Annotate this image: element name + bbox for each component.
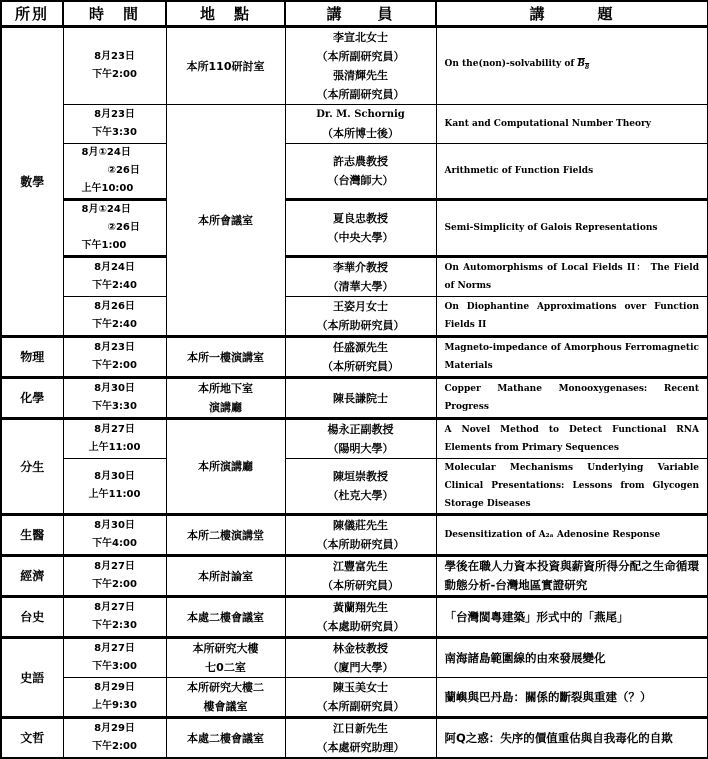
table-row [1,297,708,337]
time-cell [63,200,166,257]
location-cell [166,378,285,419]
location-cell: 本所會議室 [166,105,285,337]
speaker-cell [285,144,436,200]
table-row [1,638,708,678]
location-cell: 本所討論室 [166,556,285,597]
speaker-affiliation: （本所助研究員） [316,319,405,332]
time-cell [63,105,166,144]
speaker-name: 陳玉美女士 [333,681,388,694]
date-text: 8月27日 [94,602,135,613]
time-cell [63,718,166,759]
topic-cell: 南海諸島範圍線的由來發展變化 [436,638,708,678]
table-row [1,459,708,515]
math-symbol: $B_8$ [577,59,590,71]
speaker-name: Dr. M. Schornig [316,109,405,120]
time-text: 下午3:30 [92,401,137,412]
table-row [1,378,708,419]
time-cell [63,419,166,459]
table-row [1,337,708,378]
location-line: 本所地下室 [198,382,253,395]
time-text: 下午2:00 [92,579,137,590]
table-row [1,678,708,718]
speaker-cell [285,718,436,759]
time-text: 下午2:00 [92,360,137,371]
date-text: 8月27日 [94,643,135,654]
table-row [1,200,708,257]
speaker-name: 李宣北女士 [333,31,388,44]
location-cell: 本處二樓會議室 [166,718,285,759]
time-cell [63,638,166,678]
table-row [1,718,708,759]
date-text: 8月29日 [94,682,135,693]
date-text: 8月23日 [94,51,135,62]
time-text: 上午11:00 [88,489,141,500]
dept-cell: 物理 [1,337,63,378]
date-text: 8月23日 [94,342,135,353]
location-cell: 本所演講廳 [166,419,285,515]
speaker-cell [285,556,436,597]
speaker-cell [285,597,436,638]
location-line: 本所研究大樓二 [187,681,264,694]
header-row [1,1,708,27]
date-text: 8月23日 [94,109,135,120]
speaker-name: 楊永正副教授 [327,423,394,436]
location-line: 演講廳 [209,401,242,414]
speaker-name: 李華介教授 [333,261,388,274]
speaker-name: 陳儀莊先生 [333,519,388,532]
time-text: 下午2:30 [92,620,137,631]
speaker-cell [285,105,436,144]
time-cell [63,515,166,556]
time-cell [63,378,166,419]
time-text: 下午2:00 [92,741,137,752]
location-cell [166,678,285,718]
speaker-cell [285,378,436,419]
speaker-name: 林金枝教授 [333,642,388,655]
speaker-affiliation: （清華大學） [327,280,394,293]
topic-cell: Kant and Computational Number Theory [436,105,708,144]
date-text: 8月27日 [94,424,135,435]
speaker-affiliation: （本所研究員） [322,360,399,373]
header-speaker: 講 員 [285,1,436,27]
speaker-name: 黃蘭翔先生 [333,601,388,614]
dept-cell: 文哲 [1,718,63,759]
time-text: 下午3:00 [92,661,137,672]
table-row [1,556,708,597]
speaker-cell [285,459,436,515]
date-text: 8月30日 [94,471,135,482]
table-row [1,27,708,105]
speaker-cell [285,678,436,718]
table-row [1,144,708,200]
header-dept: 所別 [1,1,63,27]
time-text: 下午2:40 [92,280,137,291]
speaker-name: 江日新先生 [333,722,388,735]
location-cell [166,638,285,678]
speaker-cell [285,200,436,257]
speaker-affiliation: （本所副研究員） [316,50,405,63]
topic-cell: 學後在職人力資本投資與薪資所得分配之生命循環動態分析-台灣地區實證研究 [436,556,708,597]
location-cell: 本所一樓演講室 [166,337,285,378]
time-text: 下午2:00 [92,69,137,80]
speaker-affiliation: （本處助研究員） [316,620,405,633]
speaker-cell [285,257,436,297]
date-text: 8月29日 [94,723,135,734]
header-topic: 講 題 [436,1,708,27]
topic-cell: Semi-Simplicity of Galois Representations [436,200,708,257]
time-text: 上午11:00 [88,442,141,453]
time-cell [63,257,166,297]
header-time: 時 間 [63,1,166,27]
speaker-name: 任盛源先生 [333,341,388,354]
speaker-name: 王姿月女士 [333,300,388,313]
speaker-affiliation: （台灣師大） [327,174,394,187]
speaker-affiliation: （陽明大學） [327,442,394,455]
topic-cell: Desensitization of A₂ₐ Adenosine Response [436,515,708,556]
header-location: 地 點 [166,1,285,27]
time-cell [63,297,166,337]
speaker-name: 陳垣崇教授 [333,470,388,483]
speaker-name: 陳長謙院士 [333,391,388,405]
speaker-affiliation: （杜克大學） [327,489,394,502]
location-line: 本所研究大樓 [192,642,259,655]
topic-cell [436,27,708,105]
location-cell: 本所二樓演講堂 [166,515,285,556]
time-cell [63,678,166,718]
date-text: 8月30日 [94,383,135,394]
time-cell [63,556,166,597]
speaker-cell [285,297,436,337]
speaker-cell [285,337,436,378]
time-text: 上午9:30 [92,700,137,711]
speaker-cell [285,27,436,105]
time-cell [63,144,166,200]
speaker-affiliation: （本處研究助理） [316,741,405,754]
topic-cell: On Automorphisms of Local Fields II： The Field of Norms [436,257,708,297]
date-text-2: ②26日 [107,165,140,176]
location-cell: 本所110研討室 [166,27,285,105]
speaker-cell [285,515,436,556]
speaker-affiliation: （本所副研究員） [316,700,405,713]
table-row [1,257,708,297]
speaker-affiliation: （本所研究員） [322,579,399,592]
dept-cell: 史語 [1,638,63,718]
time-text: 下午3:30 [92,127,137,138]
location-line: 樓會議室 [203,700,248,713]
speaker-name: 夏良忠教授 [333,212,388,225]
time-cell [63,337,166,378]
speaker-affiliation: （本所副研究員） [316,88,405,101]
dept-cell: 經濟 [1,556,63,597]
date-text: 8月26日 [94,301,135,312]
speaker-affiliation: （廈門大學） [327,661,394,674]
location-cell: 本處二樓會議室 [166,597,285,638]
time-text: 下午4:00 [92,538,137,549]
dept-cell: 台史 [1,597,63,638]
speaker-affiliation: （本所博士後） [322,127,399,140]
topic-cell: A Novel Method to Detect Functional RNA Elements from Primary Sequences [436,419,708,459]
topic-cell: Molecular Mechanisms Underlying Variable Clinical Presentations: Lessons from Glycogen Storage Diseases [436,459,708,515]
topic-cell: Magneto-impedance of Amorphous Ferromagnetic Materials [436,337,708,378]
topic-text: On the(non)-solvability of $B_8$ [444,59,590,71]
speaker-name: 張清輝先生 [333,69,388,82]
speaker-cell [285,638,436,678]
date-text: 8月①24日 [81,147,131,158]
topic-cell: On Diophantine Approximations over Function Fields II [436,297,708,337]
date-text: 8月①24日 [81,204,131,215]
dept-cell: 生醫 [1,515,63,556]
speaker-affiliation: （中央大學） [327,231,394,244]
dept-cell: 分生 [1,419,63,515]
table-row [1,105,708,144]
topic-cell: Copper Mathane Monooxygenases: Recent Progress [436,378,708,419]
dept-cell: 化學 [1,378,63,419]
topic-cell: Arithmetic of Function Fields [436,144,708,200]
topic-cell: 「台灣閩粵建築」形式中的「燕尾」 [436,597,708,638]
time-text: 下午1:00 [81,240,127,251]
date-text: 8月27日 [94,561,135,572]
topic-cell: 蘭嶼與巴丹島：關係的斷裂與重建（？） [436,678,708,718]
time-cell [63,27,166,105]
speaker-name: 江豐富先生 [333,560,388,573]
table-row [1,597,708,638]
time-cell [63,597,166,638]
date-text: 8月30日 [94,520,135,531]
date-text: 8月24日 [94,262,135,273]
topic-cell: 阿Q之惑：失序的價值重估與自我毒化的自欺 [436,718,708,759]
time-text: 下午2:40 [92,319,137,330]
time-cell [63,459,166,515]
date-text-2: ②26日 [107,222,140,233]
speaker-name: 許志農教授 [333,155,388,168]
dept-cell: 數學 [1,27,63,337]
table-row [1,515,708,556]
speaker-cell [285,419,436,459]
time-text: 上午10:00 [81,183,134,194]
speaker-affiliation: （本所助研究員） [316,538,405,551]
table-row [1,419,708,459]
location-line: 七0二室 [205,661,246,674]
